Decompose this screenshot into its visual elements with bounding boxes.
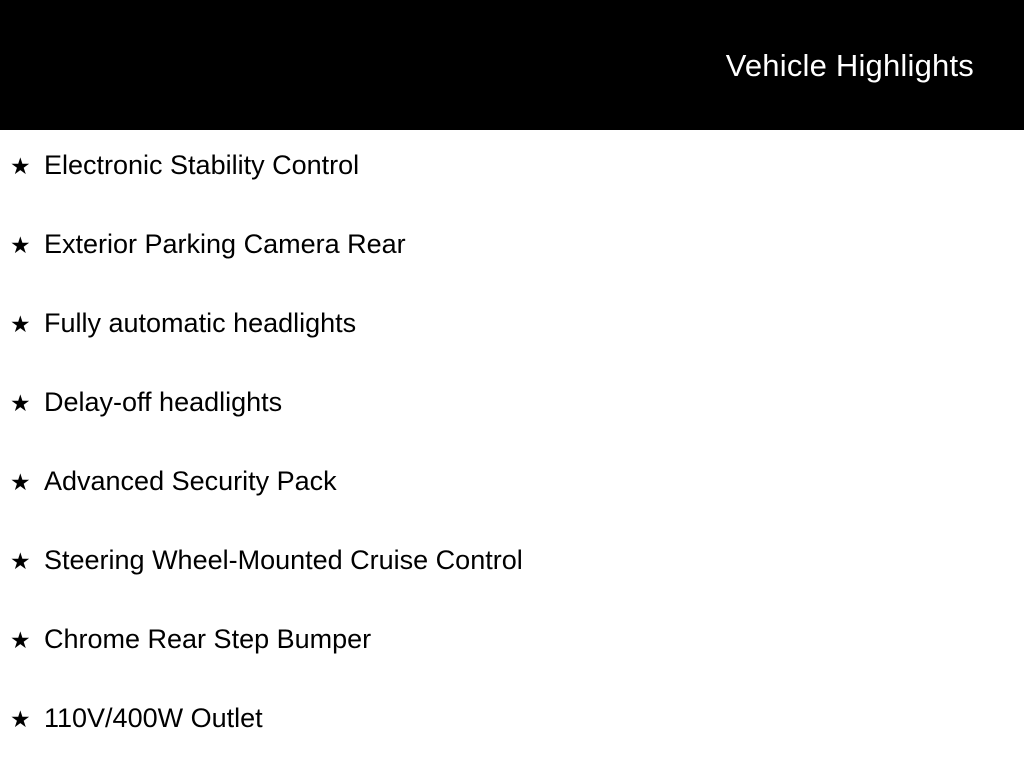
list-item xyxy=(0,468,1024,547)
list-item-label: Chrome Rear Step Bumper xyxy=(44,624,372,654)
star-icon: ★ xyxy=(10,390,31,416)
star-icon: ★ xyxy=(10,627,31,653)
list-item-label: Delay-off headlights xyxy=(44,387,283,417)
list-item xyxy=(0,310,1024,389)
list-item-label: 110V/400W Outlet xyxy=(44,703,263,733)
vehicle-highlights-list xyxy=(0,130,1024,784)
star-icon: ★ xyxy=(10,153,31,179)
star-icon: ★ xyxy=(10,232,31,258)
star-icon: ★ xyxy=(10,311,31,337)
list-item xyxy=(0,231,1024,310)
list-item-label: Exterior Parking Camera Rear xyxy=(44,229,406,259)
list-item xyxy=(0,705,1024,784)
header-bar xyxy=(0,0,1024,130)
list-item xyxy=(0,389,1024,468)
star-icon: ★ xyxy=(10,548,31,574)
list-item-label: Steering Wheel-Mounted Cruise Control xyxy=(44,545,523,575)
list-item-label: Advanced Security Pack xyxy=(44,466,337,496)
list-item-label: Electronic Stability Control xyxy=(44,150,360,180)
list-item-label: Fully automatic headlights xyxy=(44,308,357,338)
list-item xyxy=(0,547,1024,626)
page-title: Vehicle Highlights xyxy=(725,47,974,83)
star-icon: ★ xyxy=(10,706,31,732)
list-item xyxy=(0,152,1024,231)
list-item xyxy=(0,626,1024,705)
star-icon: ★ xyxy=(10,469,31,495)
